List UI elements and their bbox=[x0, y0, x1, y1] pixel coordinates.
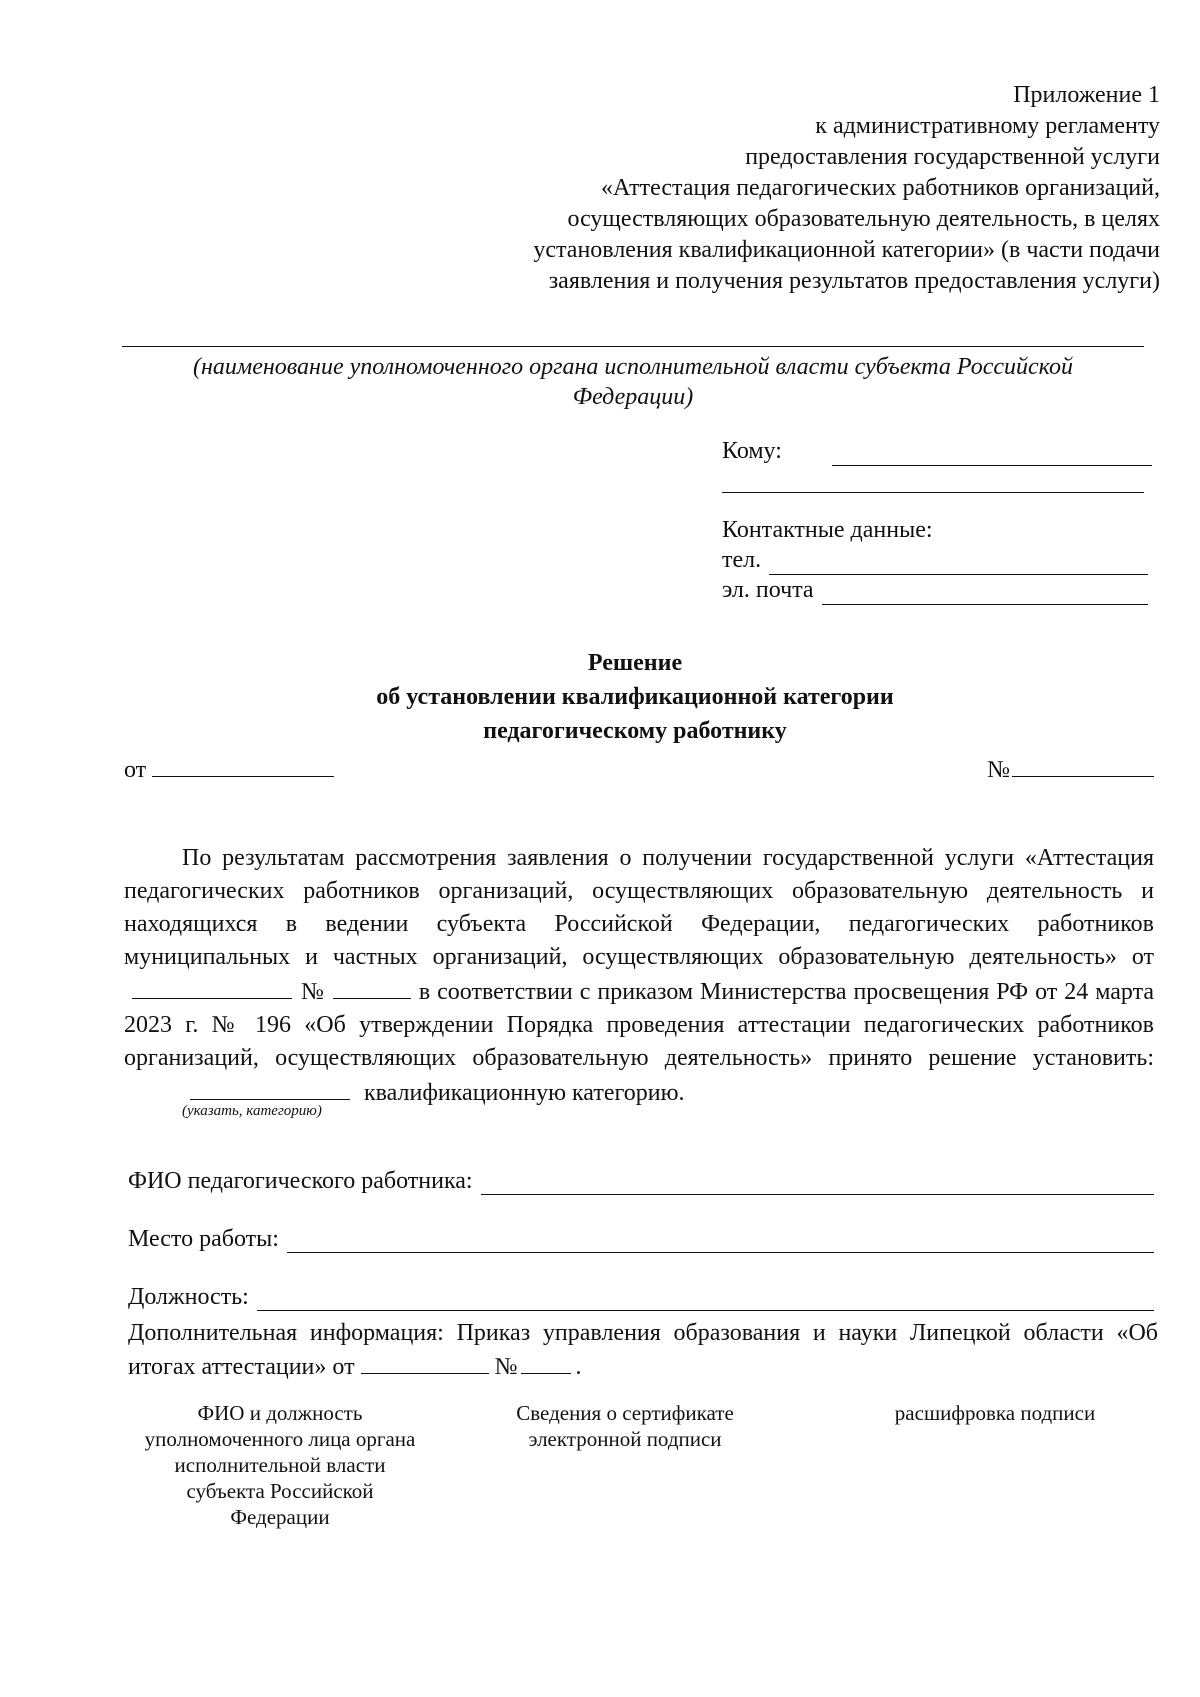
org-caption-line: Федерации) bbox=[572, 384, 694, 410]
signature-official-column bbox=[120, 1400, 440, 1530]
phone-row bbox=[722, 545, 1152, 575]
decision-body bbox=[124, 842, 1154, 1119]
recipient-block bbox=[722, 430, 1152, 605]
workplace-row bbox=[128, 1226, 1154, 1253]
date-field bbox=[124, 752, 334, 784]
appendix-line: к административному регламенту bbox=[815, 113, 1160, 139]
sig-line: электронной подписи bbox=[528, 1427, 722, 1451]
to-blank-line bbox=[832, 439, 1152, 466]
sig-line: ФИО и должность bbox=[197, 1401, 363, 1425]
date-label: от bbox=[124, 757, 147, 783]
appendix-line: Приложение 1 bbox=[1013, 82, 1160, 108]
decision-paragraph bbox=[124, 842, 1154, 1119]
category-blank-wrap bbox=[124, 1075, 358, 1119]
sig-line: исполнительной власти bbox=[174, 1453, 386, 1477]
org-caption-line: (наименование уполномоченного органа исполнительной власти субъекта Российской bbox=[193, 354, 1073, 380]
number-label: № bbox=[987, 757, 1010, 783]
sig-line: уполномоченного лица органа bbox=[144, 1427, 416, 1451]
sig-line: Федерации bbox=[230, 1505, 330, 1529]
appendix-line: установления квалификационной категории» (в части подачи bbox=[533, 237, 1160, 263]
position-label: Должность: bbox=[128, 1284, 249, 1310]
title-line: Решение bbox=[587, 650, 683, 676]
title-line: об установлении квалификационной категории bbox=[376, 684, 894, 710]
appendix-line: предоставления государственной услуги bbox=[745, 144, 1160, 170]
sig-line: Сведения о сертификате bbox=[516, 1401, 734, 1425]
workplace-blank-line bbox=[287, 1228, 1154, 1253]
title-line: педагогическому работнику bbox=[483, 718, 787, 744]
body-text-2: в соответствии с приказом Министерства просвещения РФ от 24 марта 2023 г. № 196 «Об утверждении Порядка проведения аттестации педагогических работников организаций, осуществляющих образовательную деятельность» принято решение установить: bbox=[124, 979, 1154, 1071]
extra-number-sign: № bbox=[494, 1354, 518, 1380]
workplace-label: Место работы: bbox=[128, 1226, 279, 1252]
contacts-block bbox=[722, 515, 1152, 605]
phone-label: тел. bbox=[722, 547, 762, 573]
body-text-3: квалификационную категорию. bbox=[364, 1080, 685, 1106]
body-number-sign: № bbox=[300, 979, 325, 1005]
email-blank-line bbox=[822, 580, 1148, 605]
email-label: эл. почта bbox=[722, 577, 814, 603]
appendix-line: «Аттестация педагогических работников организаций, bbox=[601, 175, 1160, 201]
position-blank-line bbox=[257, 1286, 1154, 1311]
appendix-line: осуществляющих образовательную деятельность, в целях bbox=[567, 206, 1160, 232]
signature-decryption-column bbox=[850, 1400, 1140, 1426]
to-blank-line-2 bbox=[722, 466, 1144, 493]
email-row bbox=[722, 575, 1152, 605]
number-blank-line bbox=[1012, 752, 1154, 777]
appendix-line: заявления и получения результатов предоставления услуги) bbox=[548, 268, 1160, 294]
org-name-caption bbox=[122, 352, 1144, 412]
fio-label: ФИО педагогического работника: bbox=[128, 1168, 473, 1194]
application-date-blank bbox=[132, 974, 292, 999]
org-name-blank-line bbox=[122, 346, 1144, 347]
date-number-row bbox=[124, 752, 1154, 784]
date-blank-line bbox=[152, 752, 334, 777]
phone-blank-line bbox=[769, 550, 1148, 575]
to-label: Кому: bbox=[722, 438, 782, 464]
order-date-blank bbox=[361, 1349, 489, 1374]
number-field bbox=[987, 752, 1154, 784]
signature-certificate-column bbox=[480, 1400, 770, 1452]
contacts-label: Контактные данные: bbox=[722, 517, 933, 543]
appendix-header bbox=[460, 80, 1160, 297]
fio-blank-line bbox=[481, 1170, 1154, 1195]
order-number-blank bbox=[521, 1349, 571, 1374]
sig-line: расшифровка подписи bbox=[894, 1401, 1096, 1425]
additional-info bbox=[128, 1318, 1158, 1383]
to-row bbox=[722, 430, 1152, 466]
sig-line: субъекта Российской bbox=[186, 1479, 374, 1503]
extra-end: . bbox=[575, 1354, 582, 1380]
fio-row bbox=[128, 1168, 1154, 1195]
body-text-1: По результатам рассмотрения заявления о получении государственной услуги «Аттестация педагогических работников организаций, осуществляющих образовательную деятельность и находящихся в ведении субъекта Российской Федерации, педагогических работников муниципальных и частных организаций, осуществляющих образовательную деятельность» от bbox=[124, 845, 1154, 970]
extra-text: Дополнительная информация: Приказ управления образования и науки Липецкой области «Об итогах аттестации» от bbox=[128, 1320, 1158, 1380]
document-title bbox=[0, 646, 1200, 748]
category-note: (указать, категорию) bbox=[182, 1103, 322, 1119]
position-row bbox=[128, 1284, 1154, 1311]
application-number-blank bbox=[333, 974, 411, 999]
category-blank bbox=[190, 1075, 350, 1100]
